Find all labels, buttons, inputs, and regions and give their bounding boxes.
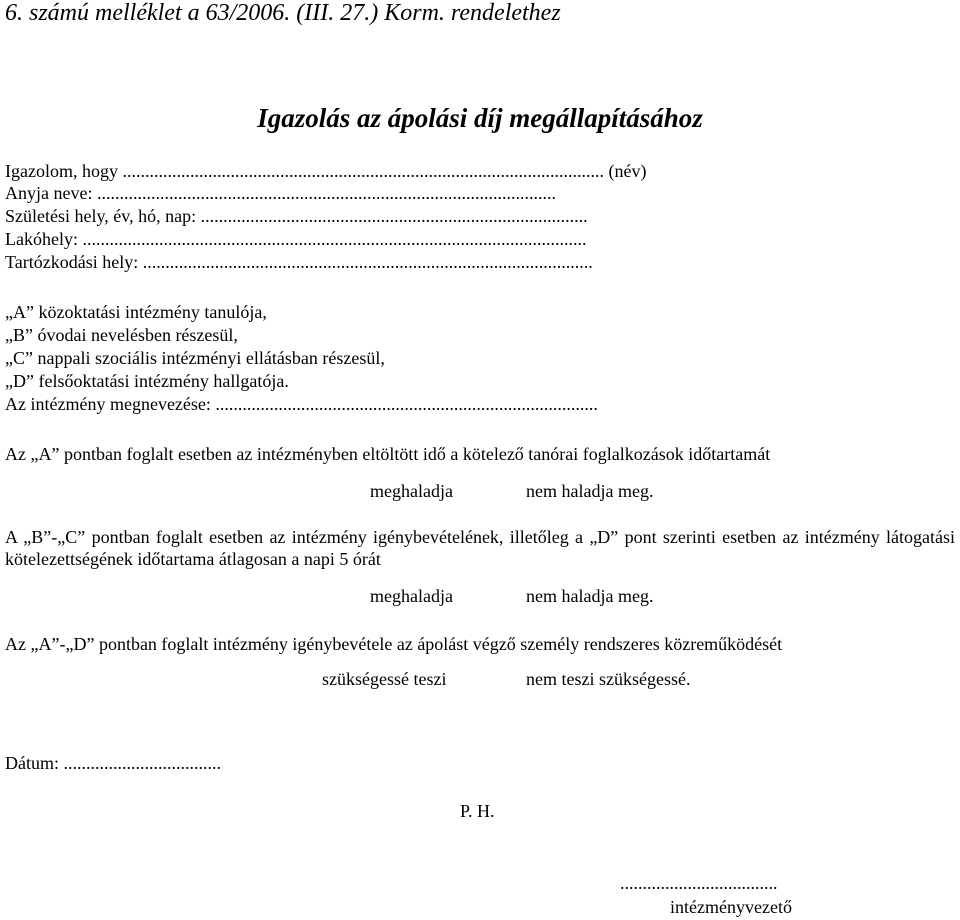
- option-a: „A” közoktatási intézmény tanulója,: [5, 302, 267, 322]
- field-residence: Tartózkodási hely: ....................................................................................................: [5, 252, 593, 272]
- option-b: „B” óvodai nevelésben részesül,: [5, 325, 238, 345]
- section2-choice-not-exceeds: nem haladja meg.: [526, 586, 654, 606]
- document-title: Igazolás az ápolási díj megállapításához: [257, 103, 703, 133]
- stamp-placeholder: P. H.: [460, 801, 495, 821]
- field-institution: Az intézmény megnevezése: .....................................................................................: [5, 394, 598, 414]
- section3-choice-required: szükségessé teszi: [322, 669, 447, 689]
- field-name: Igazolom, hogy ........................................................................................................... (név): [5, 161, 647, 181]
- annex-reference: 6. számú melléklet a 63/2006. (III. 27.) Korm. rendelethez: [5, 0, 561, 26]
- section3-choice-not-required: nem teszi szükségessé.: [526, 669, 691, 689]
- field-birth: Születési hely, év, hó, nap: ......................................................................................: [5, 206, 588, 226]
- option-d: „D” felsőoktatási intézmény hallgatója.: [5, 371, 289, 391]
- section2-text: A „B”-„C” pontban foglalt esetben az intézmény igénybevételének, illetőleg a „D” pont szerinti esetben az intézmény látogatási kötelezettségének időtartama átlagosan a napi 5 órát: [5, 527, 955, 569]
- section1-choice-not-exceeds: nem haladja meg.: [526, 481, 654, 501]
- section2-choice-exceeds: meghaladja: [370, 586, 453, 606]
- signature-line: ...................................: [620, 873, 778, 893]
- date-field: Dátum: ...................................: [5, 753, 221, 773]
- section1-text: Az „A” pontban foglalt esetben az intézményben eltöltött idő a kötelező tanórai foglalkozások időtartamát: [5, 444, 771, 464]
- field-address: Lakóhely: ................................................................................................................: [5, 229, 587, 249]
- signature-role: intézményvezető: [670, 897, 792, 917]
- section3-text: Az „A”-„D” pontban foglalt intézmény igénybevétele az ápolást végző személy rendszeres közreműködését: [5, 634, 783, 654]
- option-c: „C” nappali szociális intézményi ellátásban részesül,: [5, 348, 385, 368]
- section1-choice-exceeds: meghaladja: [370, 481, 453, 501]
- field-mother-name: Anyja neve: ......................................................................................................: [5, 183, 556, 203]
